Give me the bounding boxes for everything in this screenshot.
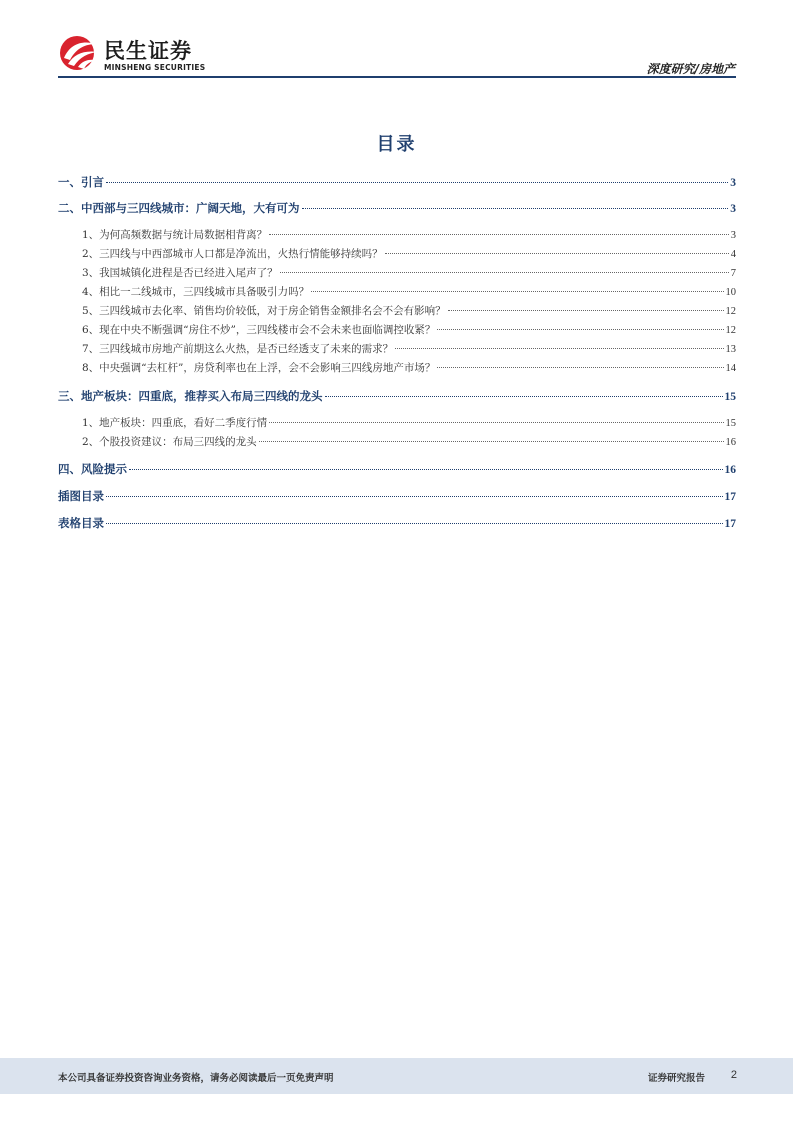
toc-leader — [448, 310, 724, 311]
toc-leader — [106, 523, 723, 524]
toc-entry-text: 三、地产板块：四重底，推荐买入布局三四线的龙头 — [58, 389, 323, 403]
toc-page-number: 10 — [725, 287, 736, 298]
toc-entry[interactable] — [82, 322, 736, 337]
report-category: 深度研究/房地产 — [646, 62, 735, 76]
toc-leader — [311, 291, 723, 292]
toc-page-number: 16 — [724, 464, 736, 476]
toc-leader — [325, 396, 723, 397]
toc-title: 目录 — [376, 134, 417, 155]
toc-entry[interactable] — [82, 415, 736, 430]
toc-page-number: 16 — [725, 437, 736, 448]
toc-entry-text: 1、地产板块：四重底，看好二季度行情 — [82, 417, 268, 429]
toc-entry[interactable] — [82, 434, 736, 449]
toc-page-number: 4 — [730, 249, 736, 260]
brand-name: 民生证券 — [104, 39, 192, 63]
toc-entry-text: 一、引言 — [58, 175, 104, 189]
toc-page-number: 15 — [725, 418, 736, 429]
minsheng-logo-icon — [58, 34, 100, 72]
toc-entry-text: 表格目录 — [58, 516, 104, 530]
toc-entry-text: 5、三四线城市去化率、销售均价较低，对于房企销售金额排名会不会有影响？ — [82, 305, 446, 317]
toc-entry[interactable] — [58, 174, 736, 190]
toc-page-number: 15 — [724, 391, 736, 403]
footer-disclaimer: 本公司具备证券投资咨询业务资格，请务必阅读最后一页免责声明 — [58, 1073, 334, 1084]
toc-entry[interactable] — [58, 488, 736, 504]
toc-entry[interactable] — [82, 360, 736, 375]
toc-page-number: 14 — [725, 363, 736, 374]
toc-entry-text: 4、相比一二线城市，三四线城市具备吸引力吗？ — [82, 286, 310, 298]
header-divider — [58, 76, 736, 78]
toc-page-number: 12 — [725, 306, 736, 317]
toc-entry[interactable] — [82, 303, 736, 318]
toc-page-number: 12 — [725, 325, 736, 336]
toc-page-number: 7 — [730, 268, 736, 279]
toc-page-number: 3 — [730, 230, 736, 241]
footer-page-number: 2 — [730, 1069, 737, 1081]
toc-page-number: 3 — [730, 203, 736, 215]
toc-leader — [129, 469, 723, 470]
toc-page-number: 17 — [724, 491, 736, 503]
toc-leader — [259, 441, 724, 442]
toc-entry-text: 插图目录 — [58, 489, 104, 503]
toc-entry-text: 1、为何高频数据与统计局数据相背离？ — [82, 229, 268, 241]
toc-entry-text: 二、中西部与三四线城市：广阔天地，大有可为 — [58, 201, 300, 215]
toc-entry[interactable] — [58, 461, 736, 477]
toc-page-number: 3 — [730, 177, 736, 189]
toc-leader — [269, 234, 729, 235]
toc-leader — [437, 329, 723, 330]
toc-page-number: 13 — [725, 344, 736, 355]
toc-page-number: 17 — [724, 518, 736, 530]
toc-entry-text: 2、三四线与中西部城市人口都是净流出，火热行情能够持续吗？ — [82, 248, 383, 260]
toc-entry[interactable] — [82, 227, 736, 242]
brand-name-english: MINSHENG SECURITIES — [104, 63, 206, 72]
toc-entry[interactable] — [58, 200, 736, 216]
toc-entry-text: 7、三四线城市房地产前期这么火热，是否已经透支了未来的需求？ — [82, 343, 394, 355]
toc-leader — [106, 496, 723, 497]
toc-leader — [437, 367, 723, 368]
toc-entry[interactable] — [82, 265, 736, 280]
page-header — [0, 0, 793, 80]
footer-report-label: 证券研究报告 — [647, 1073, 705, 1084]
toc-entry-text: 8、中央强调“去杠杆”，房贷利率也在上浮，会不会影响三四线房地产市场？ — [82, 362, 436, 374]
page-footer — [0, 1058, 793, 1094]
toc-leader — [395, 348, 723, 349]
toc-entry[interactable] — [58, 388, 736, 404]
toc-entry-text: 四、风险提示 — [58, 462, 127, 476]
toc-leader — [302, 208, 729, 209]
toc-entry[interactable] — [82, 246, 736, 261]
toc-leader — [269, 422, 723, 423]
toc-entry-text: 3、我国城镇化进程是否已经进入尾声了？ — [82, 267, 278, 279]
toc-entry[interactable] — [82, 284, 736, 299]
toc-entry-text: 2、个股投资建议：布局三四线的龙头 — [82, 436, 257, 448]
toc-entry-text: 6、现在中央不断强调“房住不炒”，三四线楼市会不会未来也面临调控收紧？ — [82, 324, 436, 336]
toc-leader — [280, 272, 729, 273]
toc-leader — [385, 253, 729, 254]
toc-entry[interactable] — [58, 515, 736, 531]
toc-entry[interactable] — [82, 341, 736, 356]
toc-leader — [106, 182, 728, 183]
